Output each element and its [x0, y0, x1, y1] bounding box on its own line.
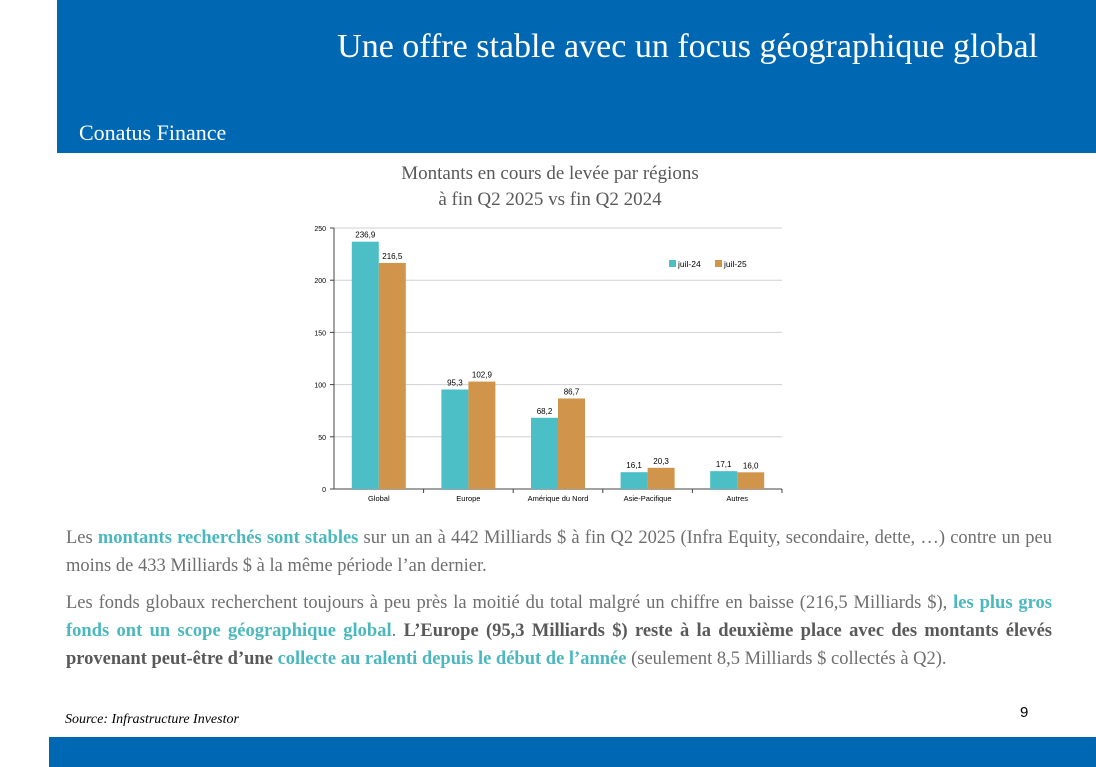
slide-title: Une offre stable avec un focus géographique global — [337, 28, 1038, 65]
x-tick-label: Global — [367, 494, 390, 503]
bar-juil-25 — [379, 263, 406, 489]
bar-juil-25 — [648, 468, 675, 489]
x-tick-label: Asie-Pacifique — [623, 494, 672, 503]
paragraph-detail — [66, 589, 1052, 673]
bar-chart — [300, 220, 800, 510]
bar-juil-25 — [558, 398, 585, 489]
data-label: 236,9 — [355, 230, 376, 240]
legend-swatch — [715, 260, 722, 267]
source-note: Source: Infrastructure Investor — [65, 712, 239, 727]
bar-juil-25 — [737, 472, 764, 489]
data-label: 16,0 — [742, 461, 759, 471]
legend-label: juil-24 — [678, 259, 701, 269]
data-label: 102,9 — [471, 370, 492, 380]
header-bar — [57, 0, 1096, 153]
y-tick-label: 100 — [314, 382, 326, 390]
bar-juil-24 — [621, 472, 648, 489]
chart-title-line1: Montants en cours de levée par régions — [401, 163, 699, 184]
legend-label: juil-25 — [724, 259, 747, 269]
p1-text-2: sur un an à 442 Milliards $ à fin Q2 2025 (Infra Equity, secondaire, dette, …) contre un peu moins de 433 Milliards $ à la même période l’an dernier. — [66, 528, 1052, 576]
bar-juil-24 — [352, 242, 379, 489]
y-tick-label: 250 — [314, 226, 326, 233]
p1-highlight: montants recherchés sont stables — [97, 528, 359, 548]
company-name: Conatus Finance — [79, 120, 227, 145]
x-tick-label: Amérique du Nord — [527, 494, 589, 503]
bar-juil-25 — [468, 382, 495, 489]
p2-bold: L’Europe (95,3 Milliards $) reste à la deuxième place avec des montants élevés provenant peut-être d’une — [66, 621, 1052, 669]
data-label: 16,1 — [626, 461, 642, 471]
x-tick-label: Autres — [726, 494, 749, 503]
y-tick-label: 200 — [314, 278, 326, 286]
p2-highlight-1: les plus gros fonds ont un scope géographique global — [66, 593, 1052, 641]
page-number: 9 — [1020, 704, 1029, 721]
data-label: 86,7 — [563, 387, 580, 397]
legend-swatch — [669, 260, 676, 267]
p2-text-3: (seulement 8,5 Milliards $ collectés à Q2). — [626, 649, 947, 669]
bar-juil-24 — [531, 418, 558, 489]
p2-text-2: . — [391, 621, 404, 641]
bar-juil-24 — [441, 390, 468, 489]
footer-bar — [49, 737, 1096, 767]
p2-text-1: Les fonds globaux recherchent toujours à peu près la moitié du total malgré un chiffre en baisse (216,5 Milliards $), — [66, 593, 954, 613]
p2-highlight-2: collecte au ralenti depuis le début de l’année — [277, 649, 627, 669]
data-label: 68,2 — [536, 406, 553, 416]
chart-title-line2: à fin Q2 2025 vs fin Q2 2024 — [438, 189, 662, 210]
y-tick-label: 150 — [314, 330, 326, 338]
data-label: 17,1 — [715, 460, 732, 470]
data-label: 95,3 — [447, 378, 463, 388]
bar-juil-24 — [710, 471, 737, 489]
y-tick-label: 50 — [318, 434, 326, 442]
y-tick-label: 0 — [322, 487, 326, 494]
data-label: 216,5 — [382, 251, 403, 261]
x-tick-label: Europe — [456, 494, 481, 503]
data-label: 20,3 — [653, 456, 669, 466]
paragraph-summary — [66, 524, 1052, 580]
p1-text-1: Les — [66, 528, 98, 548]
